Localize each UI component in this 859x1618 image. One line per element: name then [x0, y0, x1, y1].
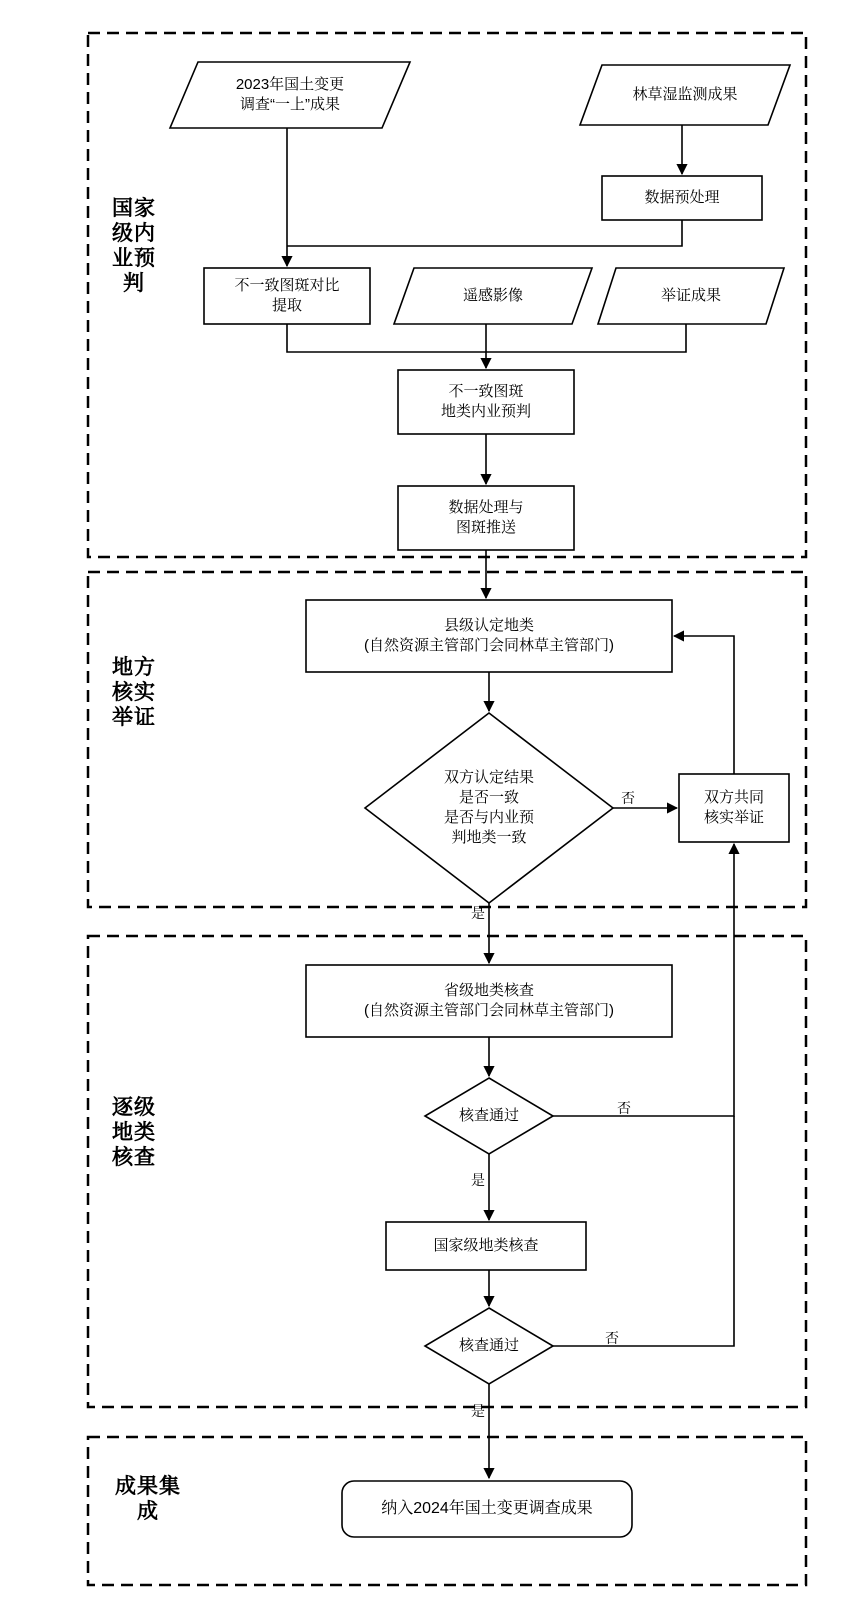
- node-2023-result-label: 2023年国土变更 调查“一上”成果: [235, 76, 345, 113]
- node-joint-verify-shape: [679, 774, 789, 842]
- edge-evidence-to-prejudge: [486, 324, 686, 352]
- edge-label-national-no: 否: [605, 1330, 619, 1346]
- node-final-integration-shape: [342, 1481, 632, 1537]
- node-inconsistent-prejudge-shape: [398, 370, 574, 434]
- band-label-result-integration: 成果集成: [115, 1475, 181, 1523]
- node-inconsistent-extract-label: 不一致图斑对比 提取: [234, 277, 340, 314]
- edge-label-national-yes: 是: [471, 1403, 485, 1419]
- node-evidence-result-label: 举证成果: [660, 287, 721, 304]
- node-forest-monitor-result-label: 林草湿监测成果: [632, 86, 738, 103]
- node-data-process-push-shape: [398, 486, 574, 550]
- node-2023-result-shape: [170, 62, 410, 128]
- node-both-consistent-decision-shape: [365, 713, 613, 903]
- node-national-check-shape: [386, 1222, 586, 1270]
- node-data-preprocess-shape: [602, 176, 762, 220]
- node-county-identify-shape: [306, 600, 672, 672]
- edge-label-decision-no-1: 否: [621, 790, 635, 806]
- band-label-national-prejudgement: 国家级内业预判: [112, 197, 156, 295]
- node-inconsistent-extract-shape: [204, 268, 370, 324]
- edge-extract-to-prejudge: [287, 324, 486, 368]
- node-national-check-label: 国家级地类核查: [433, 1237, 539, 1254]
- edge-joint-back-to-county: [674, 636, 734, 774]
- node-county-identify-label: 县级认定地类 (自然资源主管部门会同林草主管部门): [364, 617, 614, 654]
- edge-label-province-no: 否: [617, 1100, 631, 1116]
- node-evidence-result-shape: [598, 268, 784, 324]
- node-final-integration-label: 纳入2024年国土变更调查成果: [381, 1500, 593, 1517]
- node-national-pass-decision-shape: [425, 1308, 553, 1384]
- edge-label-province-yes: 是: [471, 1172, 485, 1188]
- node-inconsistent-prejudge-label: 不一致图斑 地类内业预判: [440, 383, 531, 420]
- node-province-pass-decision-label: 核查通过: [458, 1107, 519, 1124]
- node-province-check-shape: [306, 965, 672, 1037]
- node-remote-sensing-label: 遥感影像: [462, 287, 523, 304]
- edge-label-decision-yes-1: 是: [471, 905, 485, 921]
- edge-preprocess-to-extract: [287, 220, 682, 246]
- node-both-consistent-decision-label: 双方认定结果 是否一致 是否与内业预 判地类一致: [443, 769, 534, 846]
- node-national-pass-decision-label: 核查通过: [458, 1337, 519, 1354]
- band-label-local-verification: 地方核实举证: [112, 656, 156, 729]
- node-remote-sensing-shape: [394, 268, 592, 324]
- node-data-preprocess-label: 数据预处理: [644, 189, 720, 206]
- node-data-process-push-label: 数据处理与 图斑推送: [448, 499, 524, 536]
- node-province-check-label: 省级地类核查 (自然资源主管部门会同林草主管部门): [364, 982, 614, 1019]
- node-joint-verify-label: 双方共同 核实举证: [703, 789, 764, 826]
- band-label-level-review: 逐级地类核查: [112, 1096, 156, 1169]
- node-forest-monitor-result-shape: [580, 65, 790, 125]
- node-province-pass-decision-shape: [425, 1078, 553, 1154]
